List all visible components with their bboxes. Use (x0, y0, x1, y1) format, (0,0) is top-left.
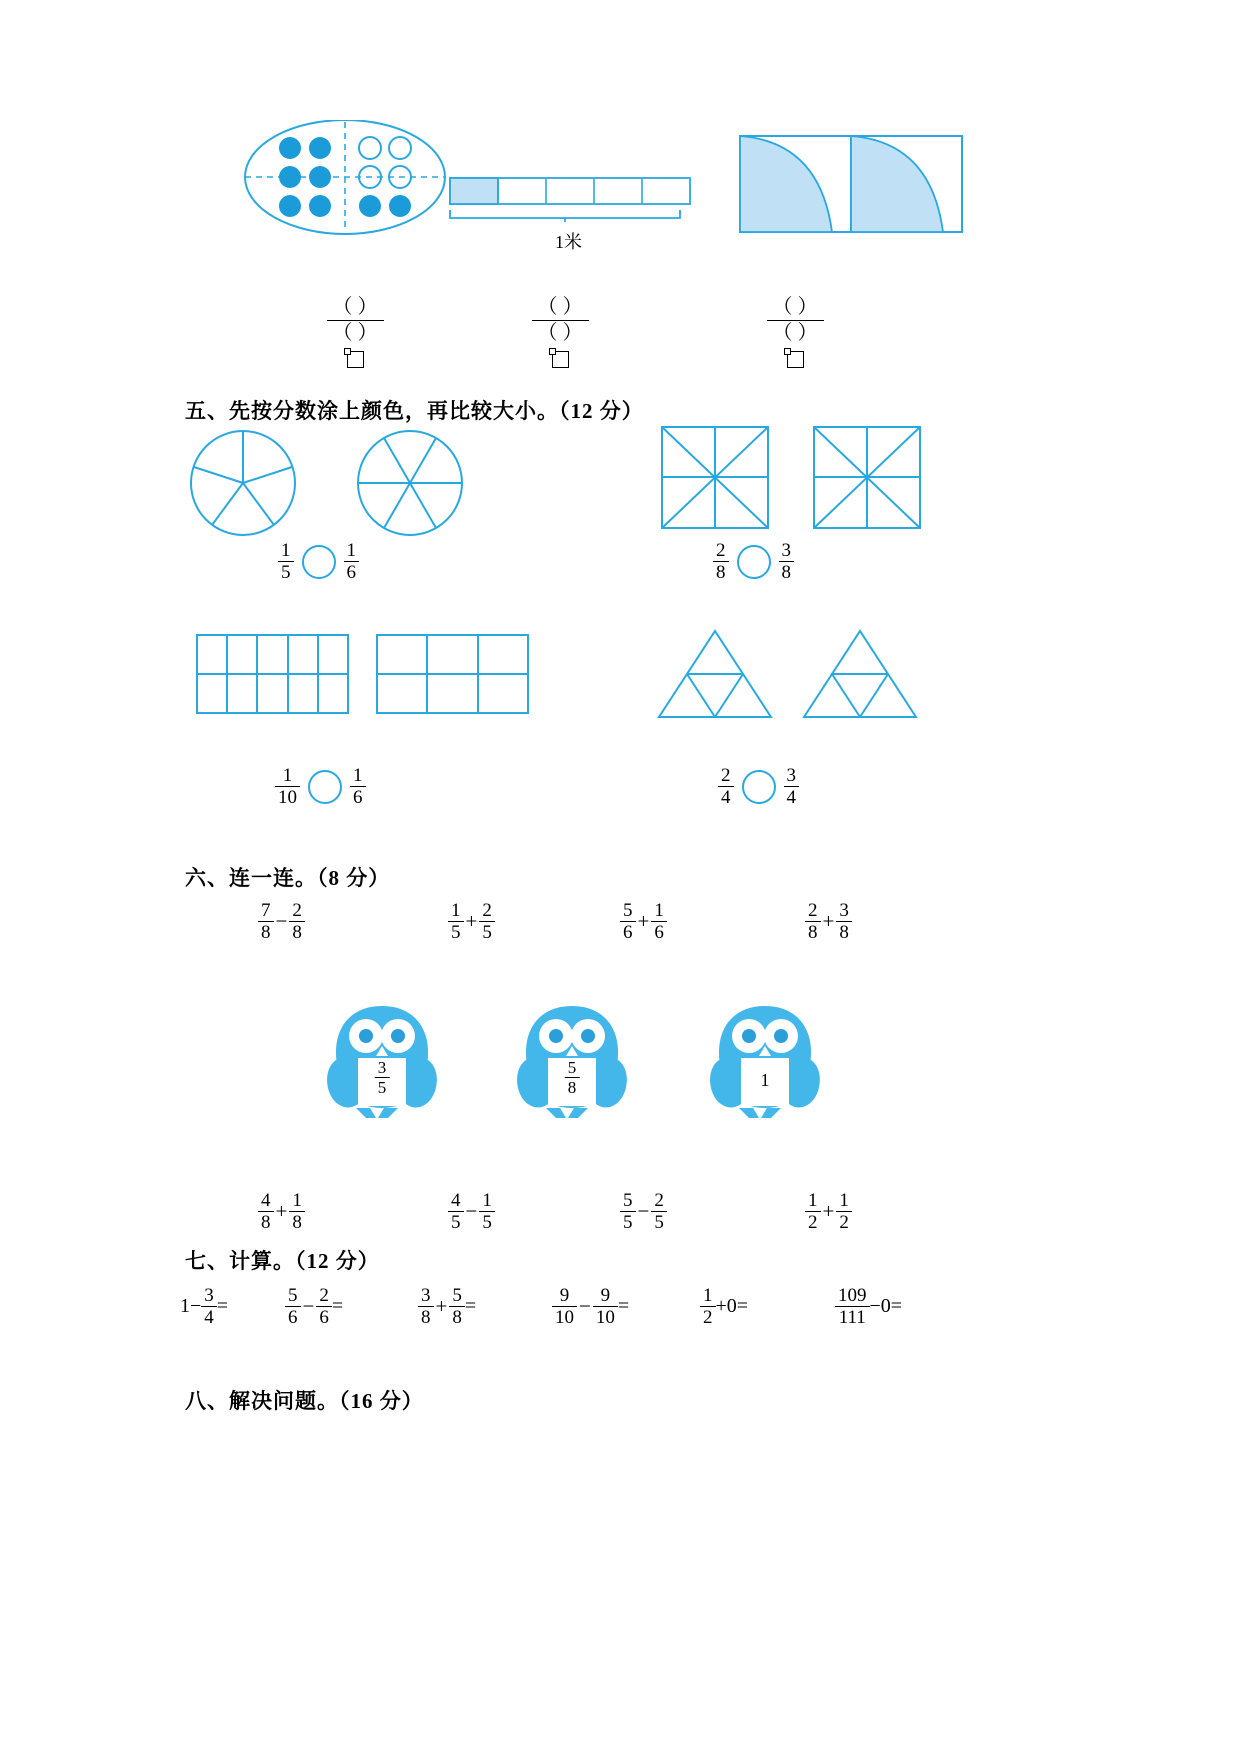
fraction-a: $\frac{5}{6}$ (620, 900, 636, 944)
figure-square-eighths-b (812, 425, 922, 535)
operator: + (435, 1294, 448, 1319)
owl-fraction-2 (565, 1058, 580, 1097)
calc-problem-1 (180, 1285, 228, 1329)
suffix: +0= (715, 1295, 749, 1318)
expression-top-4 (805, 900, 852, 944)
suffix: = (216, 1295, 229, 1318)
calc-problem-5 (700, 1285, 748, 1329)
figure-triangle-quarters-a (655, 628, 775, 725)
figure-grid-sixths (375, 633, 530, 720)
fraction-b: $\frac{1}{2}$ (836, 1190, 852, 1234)
calc-problem-3 (418, 1285, 476, 1329)
fraction-b: $\frac{9}{10}$ (593, 1285, 618, 1329)
comparison-3 (275, 765, 366, 809)
figure-circle-fifths (188, 428, 298, 543)
calc-problem-6 (835, 1285, 902, 1329)
suffix: = (617, 1295, 630, 1318)
suffix: = (464, 1295, 477, 1318)
calc-problem-2 (285, 1285, 343, 1329)
fraction-b: $\frac{2}{6}$ (316, 1285, 332, 1329)
owl-fraction-1 (375, 1058, 390, 1097)
compare-circle[interactable] (302, 545, 336, 579)
label-one-meter: 1米 (555, 232, 582, 252)
fraction-blank: $\frac{( )}{( )}$ (327, 295, 384, 346)
fraction-a: $\frac{109}{111}$ (835, 1285, 870, 1329)
fraction-left: $\frac{2}{4}$ (718, 765, 734, 809)
compare-circle[interactable] (742, 770, 776, 804)
section-7-title: 七、计算。（12 分） (185, 1249, 380, 1273)
top-answer-1 (300, 295, 410, 368)
top-figures (240, 120, 1000, 265)
fraction: $\frac{5}{8}$ (565, 1058, 580, 1097)
fraction-a: $\frac{9}{10}$ (552, 1285, 577, 1329)
fraction-b: $\frac{1}{8}$ (289, 1190, 305, 1234)
owl-card-2 (512, 1000, 632, 1130)
fraction-left: $\frac{2}{8}$ (713, 540, 729, 584)
figure-grid-tenths (195, 633, 350, 720)
section-8-title: 八、解决问题。（16 分） (185, 1389, 424, 1413)
owl-card-1 (322, 1000, 442, 1130)
operator: − (637, 1199, 650, 1224)
fraction-right: $\frac{1}{6}$ (344, 540, 360, 584)
prefix: 1− (180, 1295, 202, 1318)
top-answer-3 (740, 295, 850, 368)
fraction-blank: $\frac{( )}{( )}$ (767, 295, 824, 346)
fraction-a: $\frac{3}{4}$ (201, 1285, 217, 1329)
fraction-right: $\frac{3}{4}$ (784, 765, 800, 809)
fraction-b: $\frac{1}{5}$ (479, 1190, 495, 1234)
compare-circle[interactable] (737, 545, 771, 579)
fraction-left: $\frac{1}{10}$ (275, 765, 300, 809)
suffix: = (331, 1295, 344, 1318)
section-6-title: 六、连一连。（8 分） (185, 866, 391, 890)
expression-top-1 (258, 900, 305, 944)
figure-circle-sixths (355, 428, 465, 543)
fraction-b: $\frac{2}{8}$ (289, 900, 305, 944)
fraction-a: $\frac{7}{8}$ (258, 900, 274, 944)
fraction-a: $\frac{1}{2}$ (700, 1285, 716, 1329)
operator: + (275, 1199, 288, 1224)
fraction-a: $\frac{4}{8}$ (258, 1190, 274, 1234)
comparison-4 (718, 765, 799, 809)
fraction-b: $\frac{1}{6}$ (651, 900, 667, 944)
figure-triangle-quarters-b (800, 628, 920, 725)
expression-bottom-1 (258, 1190, 305, 1234)
fraction-b: $\frac{3}{8}$ (836, 900, 852, 944)
owl-value-3: 1 (760, 1070, 770, 1090)
fraction-b: $\frac{2}{5}$ (651, 1190, 667, 1234)
fraction: $\frac{3}{5}$ (375, 1058, 390, 1097)
operator: − (579, 1294, 591, 1319)
calc-problem-4 (552, 1285, 629, 1329)
figure-square-eighths-a (660, 425, 770, 535)
fraction-a: $\frac{5}{6}$ (285, 1285, 301, 1329)
fraction-a: $\frac{3}{8}$ (418, 1285, 434, 1329)
fraction-a: $\frac{1}{2}$ (805, 1190, 821, 1234)
comparison-2 (713, 540, 794, 584)
section-5-title: 五、先按分数涂上颜色，再比较大小。（12 分） (185, 399, 644, 423)
fraction-b: $\frac{5}{8}$ (449, 1285, 465, 1329)
expression-bottom-2 (448, 1190, 495, 1234)
fraction-a: $\frac{1}{5}$ (448, 900, 464, 944)
fraction-right: $\frac{3}{8}$ (779, 540, 795, 584)
owl-card-3 (705, 1000, 825, 1130)
compare-circle[interactable] (308, 770, 342, 804)
fraction-b: $\frac{2}{5}$ (479, 900, 495, 944)
fraction-right: $\frac{1}{6}$ (350, 765, 366, 809)
expression-top-3 (620, 900, 667, 944)
operator: + (822, 1199, 835, 1224)
expression-top-2 (448, 900, 495, 944)
fraction-left: $\frac{1}{5}$ (278, 540, 294, 584)
answer-box[interactable] (347, 351, 364, 368)
operator: + (822, 909, 835, 934)
fraction-blank: $\frac{( )}{( )}$ (532, 295, 589, 346)
comparison-1 (278, 540, 359, 584)
suffix: −0= (869, 1295, 903, 1318)
operator: + (637, 909, 650, 934)
operator: + (465, 909, 478, 934)
expression-bottom-4 (805, 1190, 852, 1234)
operator: − (302, 1294, 315, 1319)
fraction-a: $\frac{4}{5}$ (448, 1190, 464, 1234)
top-answer-2 (505, 295, 615, 368)
answer-box[interactable] (787, 351, 804, 368)
operator: − (275, 909, 288, 934)
expression-bottom-3 (620, 1190, 667, 1234)
operator: − (465, 1199, 478, 1224)
fraction-a: $\frac{5}{5}$ (620, 1190, 636, 1234)
fraction-a: $\frac{2}{8}$ (805, 900, 821, 944)
answer-box[interactable] (552, 351, 569, 368)
